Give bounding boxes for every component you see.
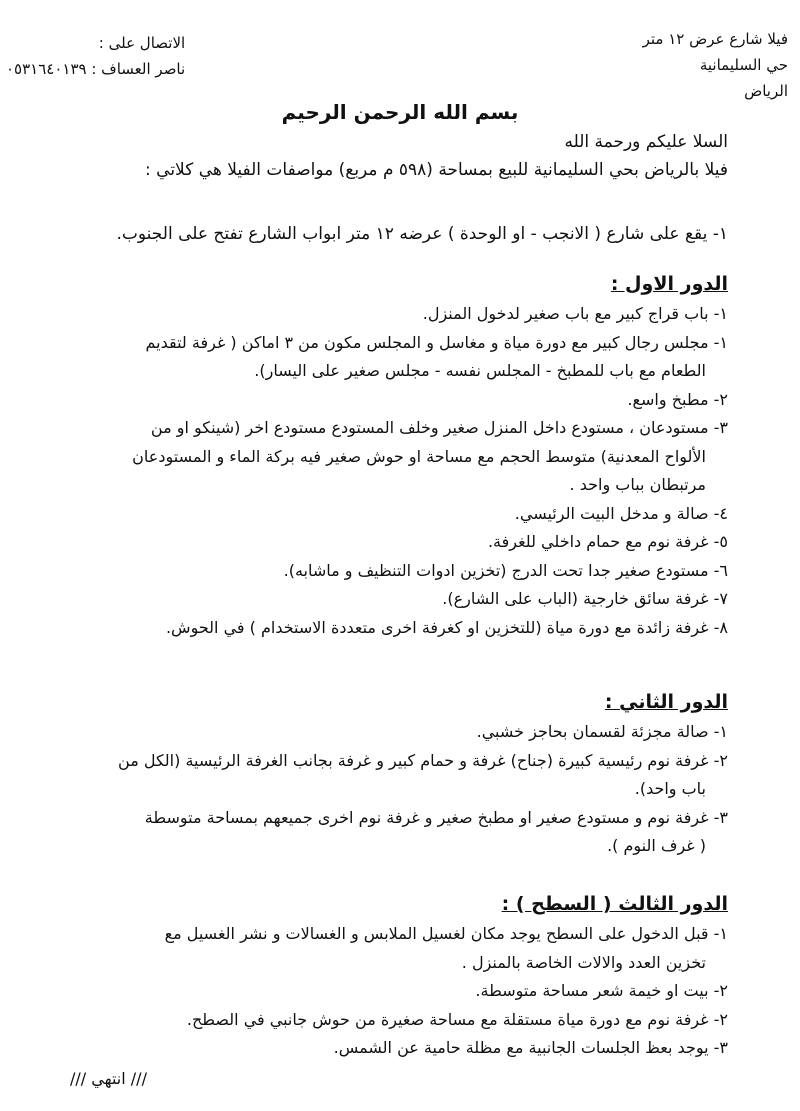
list-item-continuation: ( غرف النوم ). [607, 836, 706, 855]
list-item: ٤- صالة و مدخل البيت الرئيسي. [514, 503, 728, 523]
list-item-continuation: مرتبطان بباب واحد . [569, 475, 706, 494]
list-item: ٢- بيت او خيمة شعر مساحة متوسطة. [475, 981, 728, 1000]
list-item: ٢- مطبخ واسع. [627, 389, 728, 409]
section-title: الدور الثاني : [604, 691, 728, 713]
list-item: ٥- غرفة نوم مع حمام داخلي للغرفة. [487, 532, 728, 551]
intro-block [28, 128, 728, 184]
list-item: ١- قبل الدخول على السطح يوجد مكان لغسيل الملابس و الغسالات و نشر الغسيل مع [164, 924, 728, 943]
list-item: ٣- يوجد بعظ الجلسات الجانبية مع مظلة حامية عن الشمس. [333, 1038, 728, 1057]
list-item-continuation: باب واحد). [634, 779, 706, 798]
header-city: الرياض [744, 82, 788, 100]
section-second-floor [28, 686, 728, 861]
list-item: ٨- غرفة زائدة مع دورة مياة (للتخزين او كغرفة اخرى متعددة الاستخدام ) في الحوش. [165, 617, 728, 637]
list-item-continuation: الألواح المعدنية) متوسط الحجم مع مساحة او حوش صغير فيه بركة الماء و المستودعان [132, 446, 706, 466]
list-item-continuation: الطعام مع باب للمطبخ - المجلس نفسه - مجلس صغير على اليسار). [254, 361, 706, 380]
section-title: الدور الاول : [610, 273, 728, 295]
list-item: ٣- غرفة نوم و مستودع صغير او مطبخ صغير و غرفة نوم اخرى جميعهم بمساحة متوسطة [144, 807, 728, 827]
location-line: ١- يقع على شارع ( الانجب - او الوحدة ) عرضه ١٢ متر ابواب الشارع تفتح على الجنوب. [116, 224, 728, 244]
greeting-line: السلا عليكم ورحمة الله [564, 132, 728, 152]
section-roof [28, 888, 728, 1063]
closing-mark: /// انتهي /// [70, 1069, 147, 1088]
header-district: حي السليمانية [699, 56, 788, 74]
property-header [643, 26, 788, 104]
list-item: ١- مجلس رجال كبير مع دورة مياة و مغاسل و المجلس مكون من ٣ اماكن ( غرفة لتقديم [145, 332, 728, 352]
list-item: ٢- غرفة نوم مع دورة مياة مستقلة مع مساحة صغيرة من حوش جانبي في الصطح. [186, 1009, 728, 1029]
list-item: ٦- مستودع صغير جدا تحت الدرج (تخزين ادوات التنظيف و ماشابه). [283, 560, 728, 580]
list-item: ٧- غرفة سائق خارجية (الباب على الشارع). [442, 589, 728, 608]
list-item: ١- صالة مجزئة لقسمان بحاجز خشبي. [476, 722, 728, 741]
list-item: ٣- مستودعان ، مستودع داخل المنزل صغير وخلف المستودع مستودع اخر (شينكو او من [150, 418, 728, 437]
list-item: ٢- غرفة نوم رئيسية كبيرة (جناح) غرفة و حمام كبير و غرفة بجانب الغرفة الرئيسية (الكل من [118, 750, 728, 770]
list-item-continuation: تخزين العدد والالات الخاصة بالمنزل . [461, 952, 706, 972]
section-first-floor [28, 268, 728, 642]
basmala-heading: بسم الله الرحمن الرحيم [281, 100, 519, 124]
list-item: ١- باب قراج كبير مع باب صغير لدخول المنزل. [422, 304, 728, 323]
header-title: فيلا شارع عرض ١٢ متر [642, 30, 788, 48]
contact-block [6, 30, 185, 82]
description-line: فيلا بالرياض بحي السليمانية للبيع بمساحة (٥٩٨ م مربع) مواصفات الفيلا هي كلاتي : [145, 160, 728, 180]
contact-label: الاتصال على : [98, 34, 186, 52]
section-title: الدور الثالث ( السطح ) : [501, 893, 728, 915]
contact-name-phone: ناصر العساف : ٠٥٣١٦٤٠١٣٩ [6, 60, 186, 78]
